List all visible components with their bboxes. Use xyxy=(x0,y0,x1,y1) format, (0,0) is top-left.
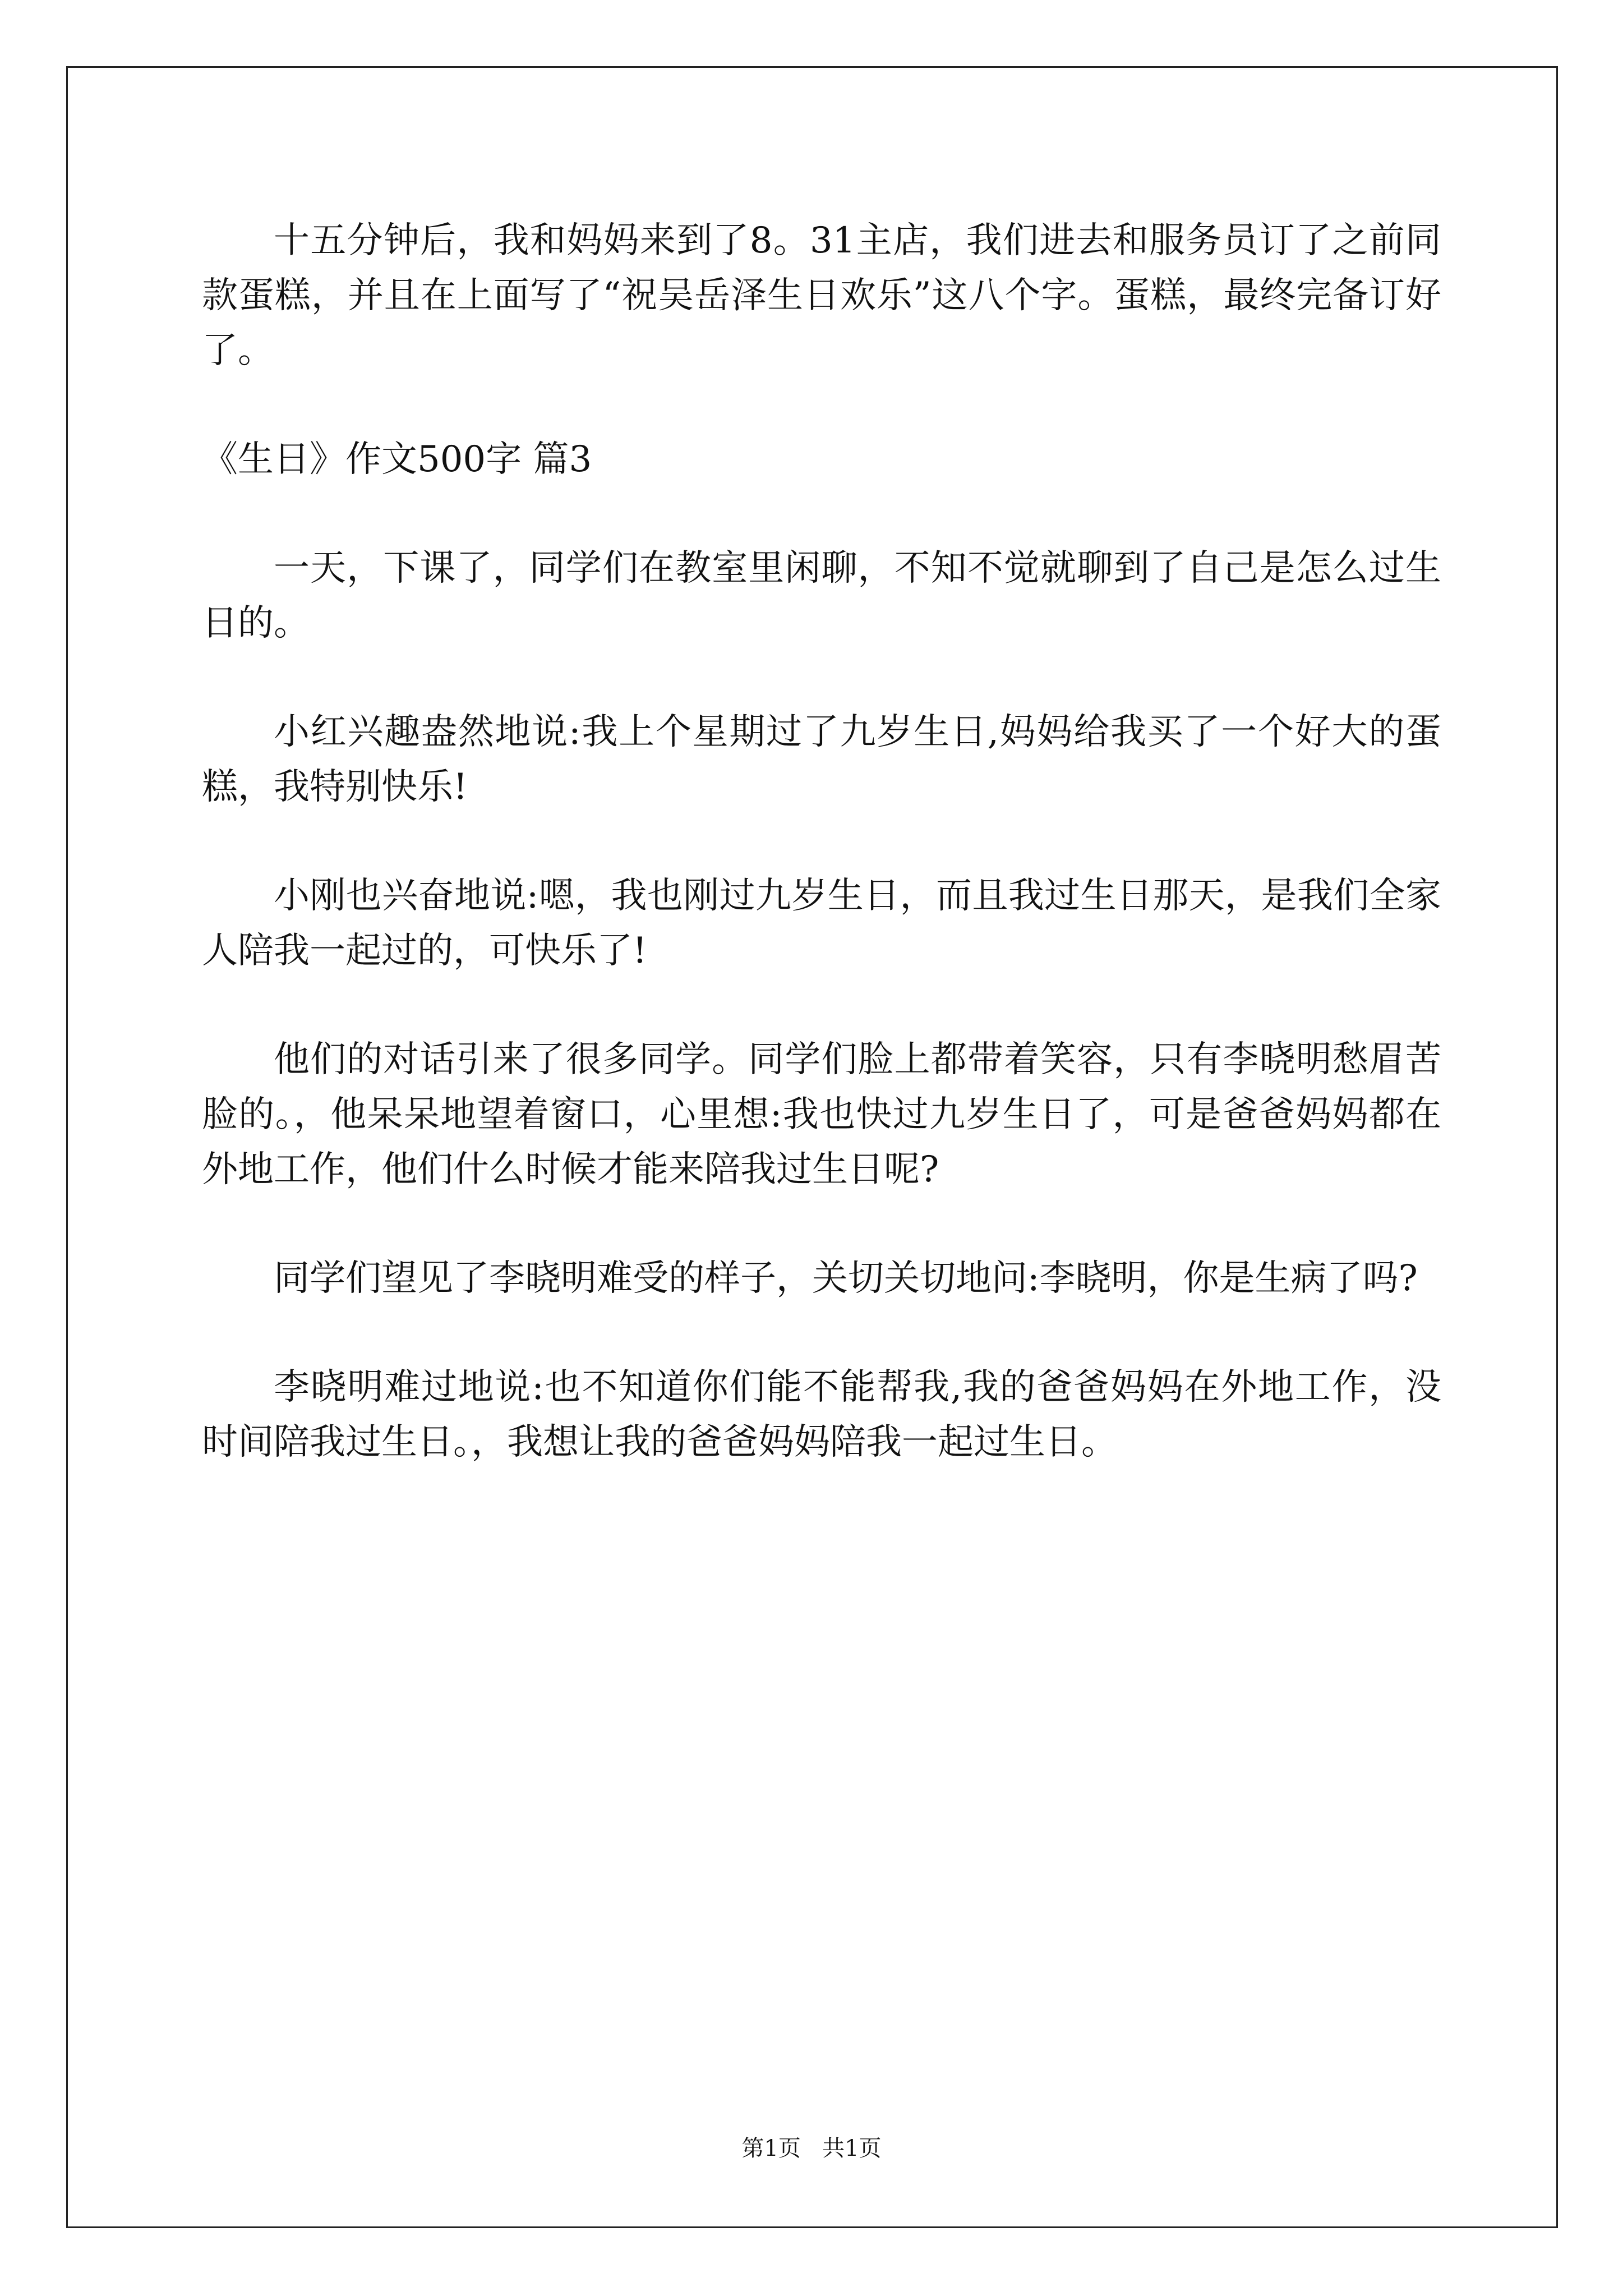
paragraph-6: 同学们望见了李晓明难受的样子，关切关切地问:李晓明，你是生病了吗? xyxy=(274,1258,1418,1299)
paragraph-5: 他们的对话引来了很多同学。同学们脸上都带着笑容，只有李晓明愁眉苦脸的。，他呆呆地望着窗口，心里想:我也快过九岁生日了，可是爸爸妈妈都在外地工作，他们什么时候才能来陪我过生日呢? xyxy=(202,1039,1441,1190)
paragraph-4: 小刚也兴奋地说:嗯，我也刚过九岁生日，而且我过生日那天，是我们全家人陪我一起过的，可快乐了! xyxy=(202,875,1441,972)
page-total: 共1页 xyxy=(822,2136,882,2161)
paragraph-3: 小红兴趣盎然地说:我上个星期过了九岁生日,妈妈给我买了一个好大的蛋糕，我特别快乐! xyxy=(202,711,1441,808)
paragraph-2: 一天，下课了，同学们在教室里闲聊，不知不觉就聊到了自己是怎么过生日的。 xyxy=(202,547,1441,644)
page-footer xyxy=(0,2134,1623,2162)
paragraph-7: 李晓明难过地说:也不知道你们能不能帮我,我的爸爸妈妈在外地工作，没时间陪我过生日。，我想让我的爸爸妈妈陪我一起过生日。 xyxy=(202,1366,1441,1463)
section-heading: 《生日》作文500字 篇3 xyxy=(202,439,592,480)
page-number: 第1页 xyxy=(741,2136,801,2161)
paragraph-1: 十五分钟后，我和妈妈来到了8。31主店，我们进去和服务员订了之前同款蛋糕，并且在上面写了“祝吴岳泽生日欢乐”这八个字。蛋糕，最终完备订好了。 xyxy=(202,220,1441,371)
document-body xyxy=(202,213,1441,1524)
